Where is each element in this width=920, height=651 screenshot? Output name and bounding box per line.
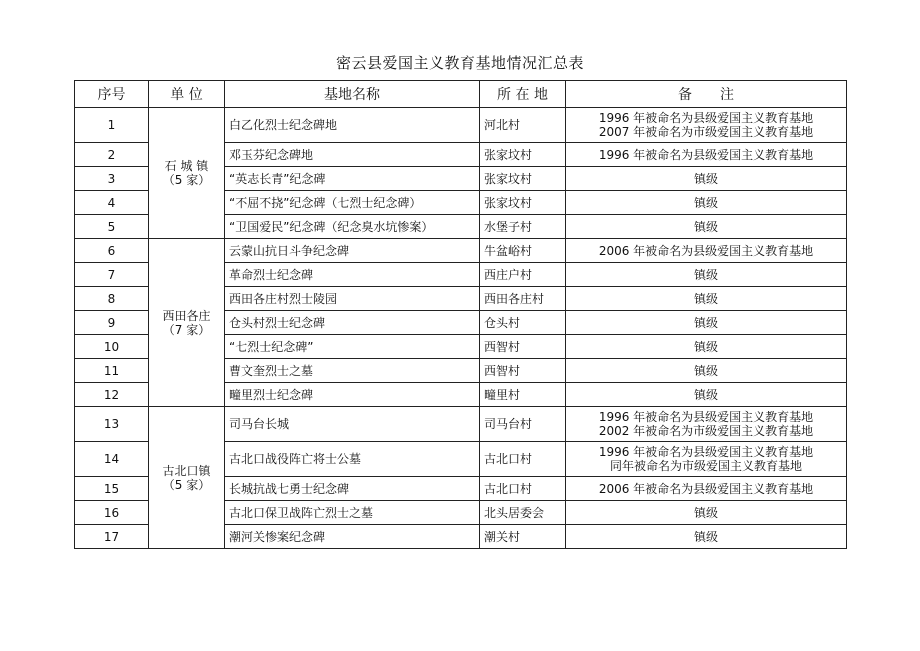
- cell-base-name: 革命烈士纪念碑: [225, 263, 480, 287]
- cell-no: 13: [75, 407, 149, 442]
- note-line: 1996 年被命名为县级爱国主义教育基地: [598, 445, 814, 459]
- cell-note: [566, 501, 847, 525]
- header-unit: 单 位: [149, 81, 225, 108]
- cell-base-name: “卫国爱民”纪念碑（纪念臭水坑惨案）: [225, 215, 480, 239]
- cell-base-name: “英志长青”纪念碑: [225, 167, 480, 191]
- header-no: 序号: [75, 81, 149, 108]
- note-line: 镇级: [693, 387, 718, 402]
- note-line: 镇级: [693, 195, 718, 210]
- cell-location: 西田各庄村: [480, 287, 566, 311]
- cell-location: 北头居委会: [480, 501, 566, 525]
- cell-no: 8: [75, 287, 149, 311]
- table-body: [75, 108, 847, 549]
- cell-base-name: 疃里烈士纪念碑: [225, 383, 480, 407]
- cell-location: 西智村: [480, 359, 566, 383]
- unit-count: （5 家）: [162, 173, 211, 187]
- cell-base-name: 曹文奎烈士之墓: [225, 359, 480, 383]
- cell-location: 牛盆峪村: [480, 239, 566, 263]
- summary-table: [74, 80, 847, 549]
- table-row: [75, 239, 847, 263]
- cell-no: 11: [75, 359, 149, 383]
- cell-base-name: “不屈不挠”纪念碑（七烈士纪念碑）: [225, 191, 480, 215]
- page-title: 密云县爱国主义教育基地情况汇总表: [335, 54, 584, 72]
- note-line: 镇级: [693, 315, 718, 330]
- cell-location: 张家坟村: [480, 191, 566, 215]
- cell-note: [566, 477, 847, 501]
- note-line: 镇级: [693, 171, 718, 186]
- unit-name: 古北口镇: [162, 463, 211, 478]
- note-line: 镇级: [693, 291, 718, 306]
- note-line: 同年被命名为市级爱国主义教育基地: [609, 459, 802, 473]
- note-line: 镇级: [693, 529, 718, 544]
- cell-base-name: 云蒙山抗日斗争纪念碑: [225, 239, 480, 263]
- cell-base-name: 潮河关惨案纪念碑: [225, 525, 480, 549]
- note-line: 镇级: [693, 363, 718, 378]
- cell-base-name: 司马台长城: [225, 407, 480, 442]
- cell-location: 古北口村: [480, 477, 566, 501]
- cell-unit: [149, 239, 225, 407]
- note-line: 2002 年被命名为市级爱国主义教育基地: [598, 424, 814, 438]
- cell-note: [566, 335, 847, 359]
- cell-base-name: 白乙化烈士纪念碑地: [225, 108, 480, 143]
- note-line: 2007 年被命名为市级爱国主义教育基地: [598, 125, 814, 139]
- cell-note: [566, 359, 847, 383]
- note-line: 2006 年被命名为县级爱国主义教育基地: [598, 243, 814, 258]
- cell-no: 1: [75, 108, 149, 143]
- header-name: 基地名称: [225, 81, 480, 108]
- cell-no: 4: [75, 191, 149, 215]
- cell-note: [566, 167, 847, 191]
- cell-note: [566, 263, 847, 287]
- note-line: 镇级: [693, 505, 718, 520]
- cell-no: 12: [75, 383, 149, 407]
- cell-location: 张家坟村: [480, 167, 566, 191]
- cell-no: 2: [75, 143, 149, 167]
- unit-name: 石 城 镇: [164, 159, 209, 173]
- cell-location: 水堡子村: [480, 215, 566, 239]
- note-line: 镇级: [693, 219, 718, 234]
- cell-note: [566, 215, 847, 239]
- cell-no: 17: [75, 525, 149, 549]
- note-line: 1996 年被命名为县级爱国主义教育基地: [598, 147, 814, 162]
- cell-no: 15: [75, 477, 149, 501]
- cell-note: [566, 239, 847, 263]
- cell-no: 10: [75, 335, 149, 359]
- header-location: 所 在 地: [480, 81, 566, 108]
- cell-unit: [149, 407, 225, 549]
- note-line: 镇级: [693, 267, 718, 282]
- cell-no: 5: [75, 215, 149, 239]
- cell-no: 7: [75, 263, 149, 287]
- cell-note: [566, 287, 847, 311]
- table-row: [75, 407, 847, 442]
- cell-location: 西智村: [480, 335, 566, 359]
- cell-base-name: 西田各庄村烈士陵园: [225, 287, 480, 311]
- cell-location: 司马台村: [480, 407, 566, 442]
- unit-name: 西田各庄: [162, 308, 211, 323]
- cell-base-name: “七烈士纪念碑”: [225, 335, 480, 359]
- cell-no: 14: [75, 442, 149, 477]
- cell-no: 3: [75, 167, 149, 191]
- header-note: 备 注: [566, 81, 847, 108]
- cell-note: [566, 383, 847, 407]
- cell-note: [566, 442, 847, 477]
- cell-location: 张家坟村: [480, 143, 566, 167]
- cell-location: 仓头村: [480, 311, 566, 335]
- cell-base-name: 仓头村烈士纪念碑: [225, 311, 480, 335]
- cell-base-name: 邓玉芬纪念碑地: [225, 143, 480, 167]
- table-header-row: [75, 81, 847, 108]
- cell-location: 潮关村: [480, 525, 566, 549]
- cell-no: 9: [75, 311, 149, 335]
- cell-location: 河北村: [480, 108, 566, 143]
- cell-no: 6: [75, 239, 149, 263]
- cell-note: [566, 407, 847, 442]
- cell-note: [566, 143, 847, 167]
- cell-location: 西庄户村: [480, 263, 566, 287]
- cell-no: 16: [75, 501, 149, 525]
- cell-note: [566, 191, 847, 215]
- note-line: 1996 年被命名为县级爱国主义教育基地: [598, 111, 814, 125]
- cell-location: 古北口村: [480, 442, 566, 477]
- cell-note: [566, 108, 847, 143]
- unit-count: （5 家）: [162, 477, 211, 492]
- cell-base-name: 古北口战役阵亡将士公墓: [225, 442, 480, 477]
- cell-base-name: 古北口保卫战阵亡烈士之墓: [225, 501, 480, 525]
- table-row: [75, 108, 847, 143]
- note-line: 1996 年被命名为县级爱国主义教育基地: [598, 410, 814, 424]
- unit-count: （7 家）: [162, 322, 211, 337]
- cell-base-name: 长城抗战七勇士纪念碑: [225, 477, 480, 501]
- cell-unit: [149, 108, 225, 239]
- cell-note: [566, 525, 847, 549]
- note-line: 镇级: [693, 339, 718, 354]
- note-line: 2006 年被命名为县级爱国主义教育基地: [598, 481, 814, 496]
- cell-location: 疃里村: [480, 383, 566, 407]
- cell-note: [566, 311, 847, 335]
